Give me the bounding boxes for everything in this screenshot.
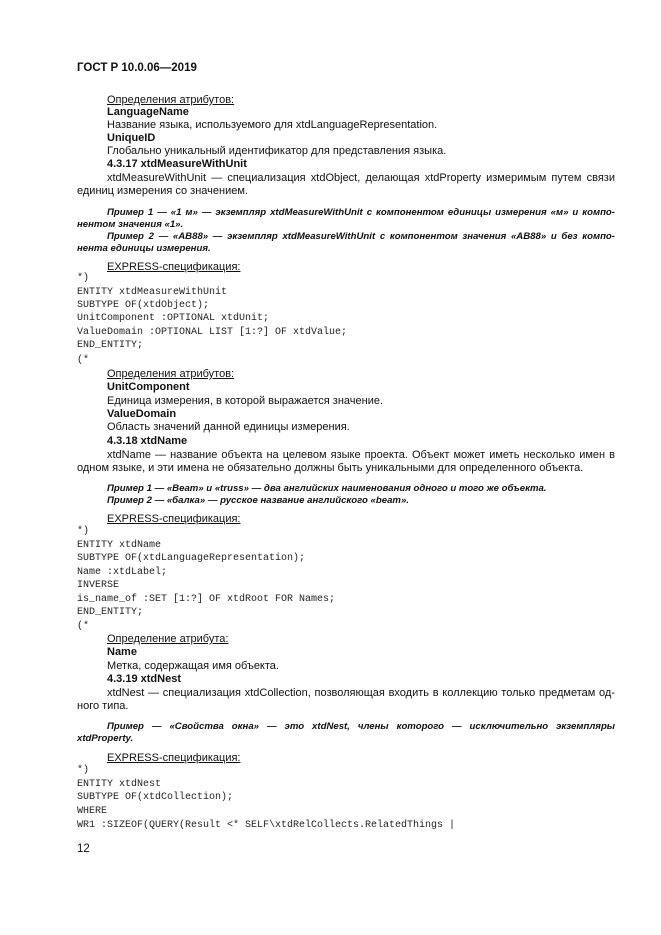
code-line: *) bbox=[77, 273, 90, 284]
code-line: SUBTYPE OF(xtdObject); bbox=[77, 300, 210, 311]
paragraph-line: xtdName — название объекта на целевом языке проекта. Объект может иметь несколько имен в bbox=[107, 449, 615, 461]
attribute-description: Название языка, используемого для xtdLanguageRepresentation. bbox=[107, 119, 438, 131]
page-number: 12 bbox=[77, 843, 90, 855]
attribute-description: Область значений данной единицы измерения. bbox=[107, 421, 350, 433]
code-line: SUBTYPE OF(xtdLanguageRepresentation); bbox=[77, 553, 306, 564]
code-line: INVERSE bbox=[77, 580, 120, 591]
code-line: *) bbox=[77, 765, 90, 776]
paragraph-line: одном языке, и эти имена не обязательно должны быть уникальными для определенного объекта. bbox=[77, 462, 584, 474]
example-line: Пример — «Свойства окна» — это xtdNest, члены которого — исключительно экземпляры bbox=[107, 721, 615, 732]
example-line: xtdProperty. bbox=[77, 733, 134, 744]
example-line: нента единицы измерения. bbox=[77, 243, 211, 254]
code-line: ENTITY xtdName bbox=[77, 540, 162, 551]
code-line: UnitComponent :OPTIONAL xtdUnit; bbox=[77, 313, 270, 324]
code-line: END_ENTITY; bbox=[77, 340, 144, 351]
code-line: (* bbox=[77, 355, 90, 366]
example-line: нентом значения «1». bbox=[77, 219, 184, 230]
example-line: Пример 2 — «AB88» — экземпляр xtdMeasureWithUnit с компонентом значения «AB88» и без компо- bbox=[107, 231, 615, 242]
code-line: SUBTYPE OF(xtdCollection); bbox=[77, 792, 234, 803]
example-line: Пример 1 — «Beam» и «truss» — два английских наименования одного и того же объекта. bbox=[107, 483, 547, 494]
example-line: Пример 1 — «1 м» — экземпляр xtdMeasureWithUnit с компонентом единицы измерения «м» и компо- bbox=[107, 207, 615, 218]
attribute-description: Единица измерения, в которой выражается значение. bbox=[107, 395, 384, 407]
code-line: *) bbox=[77, 526, 90, 537]
section-heading: 4.3.19 xtdNest bbox=[107, 673, 181, 685]
section-heading: 4.3.18 xtdName bbox=[107, 435, 188, 447]
attribute-name: LanguageName bbox=[107, 106, 189, 118]
code-line: is_name_of :SET [1:?] OF xtdRoot FOR Names; bbox=[77, 594, 336, 605]
code-line: Name :xtdLabel; bbox=[77, 567, 168, 578]
attribute-description: Метка, содержащая имя объекта. bbox=[107, 660, 279, 672]
code-line: ENTITY xtdMeasureWithUnit bbox=[77, 287, 228, 298]
express-spec-label: EXPRESS-спецификация: bbox=[107, 261, 241, 273]
express-spec-label: EXPRESS-спецификация: bbox=[107, 752, 241, 764]
document-header: ГОСТ Р 10.0.06—2019 bbox=[77, 62, 197, 74]
code-line: END_ENTITY; bbox=[77, 607, 144, 618]
paragraph-line: единиц измерения со значением. bbox=[77, 185, 248, 197]
attribute-name: Name bbox=[107, 646, 137, 658]
paragraph-line: xtdMeasureWithUnit — специализация xtdObject, делающая xtdProperty измеримым путем связи bbox=[107, 172, 615, 184]
attribute-description: Глобально уникальный идентификатор для представления языка. bbox=[107, 145, 447, 157]
express-spec-label: EXPRESS-спецификация: bbox=[107, 513, 241, 525]
attribute-name: UnitComponent bbox=[107, 381, 190, 393]
paragraph-line: ного типа. bbox=[77, 700, 129, 712]
paragraph-line: xtdNest — специализация xtdCollection, позволяющая входить в коллекцию только предметам од- bbox=[107, 687, 615, 699]
code-line: ENTITY xtdNest bbox=[77, 779, 162, 790]
example-line: Пример 2 — «балка» — русское название английского «beam». bbox=[107, 495, 409, 506]
code-line: ValueDomain :OPTIONAL LIST [1:?] OF xtdValue; bbox=[77, 327, 348, 338]
attribute-definitions-label: Определения атрибутов: bbox=[107, 368, 235, 380]
code-line: WHERE bbox=[77, 806, 108, 817]
attribute-definitions-label: Определения атрибутов: bbox=[107, 94, 235, 106]
code-line: WR1 :SIZEOF(QUERY(Result <* SELF\xtdRelCollects.RelatedThings | bbox=[77, 820, 456, 831]
attribute-definition-label: Определение атрибута: bbox=[107, 633, 229, 645]
attribute-name: UniqueID bbox=[107, 132, 156, 144]
attribute-name: ValueDomain bbox=[107, 408, 177, 420]
section-heading: 4.3.17 xtdMeasureWithUnit bbox=[107, 158, 247, 170]
code-line: (* bbox=[77, 621, 90, 632]
